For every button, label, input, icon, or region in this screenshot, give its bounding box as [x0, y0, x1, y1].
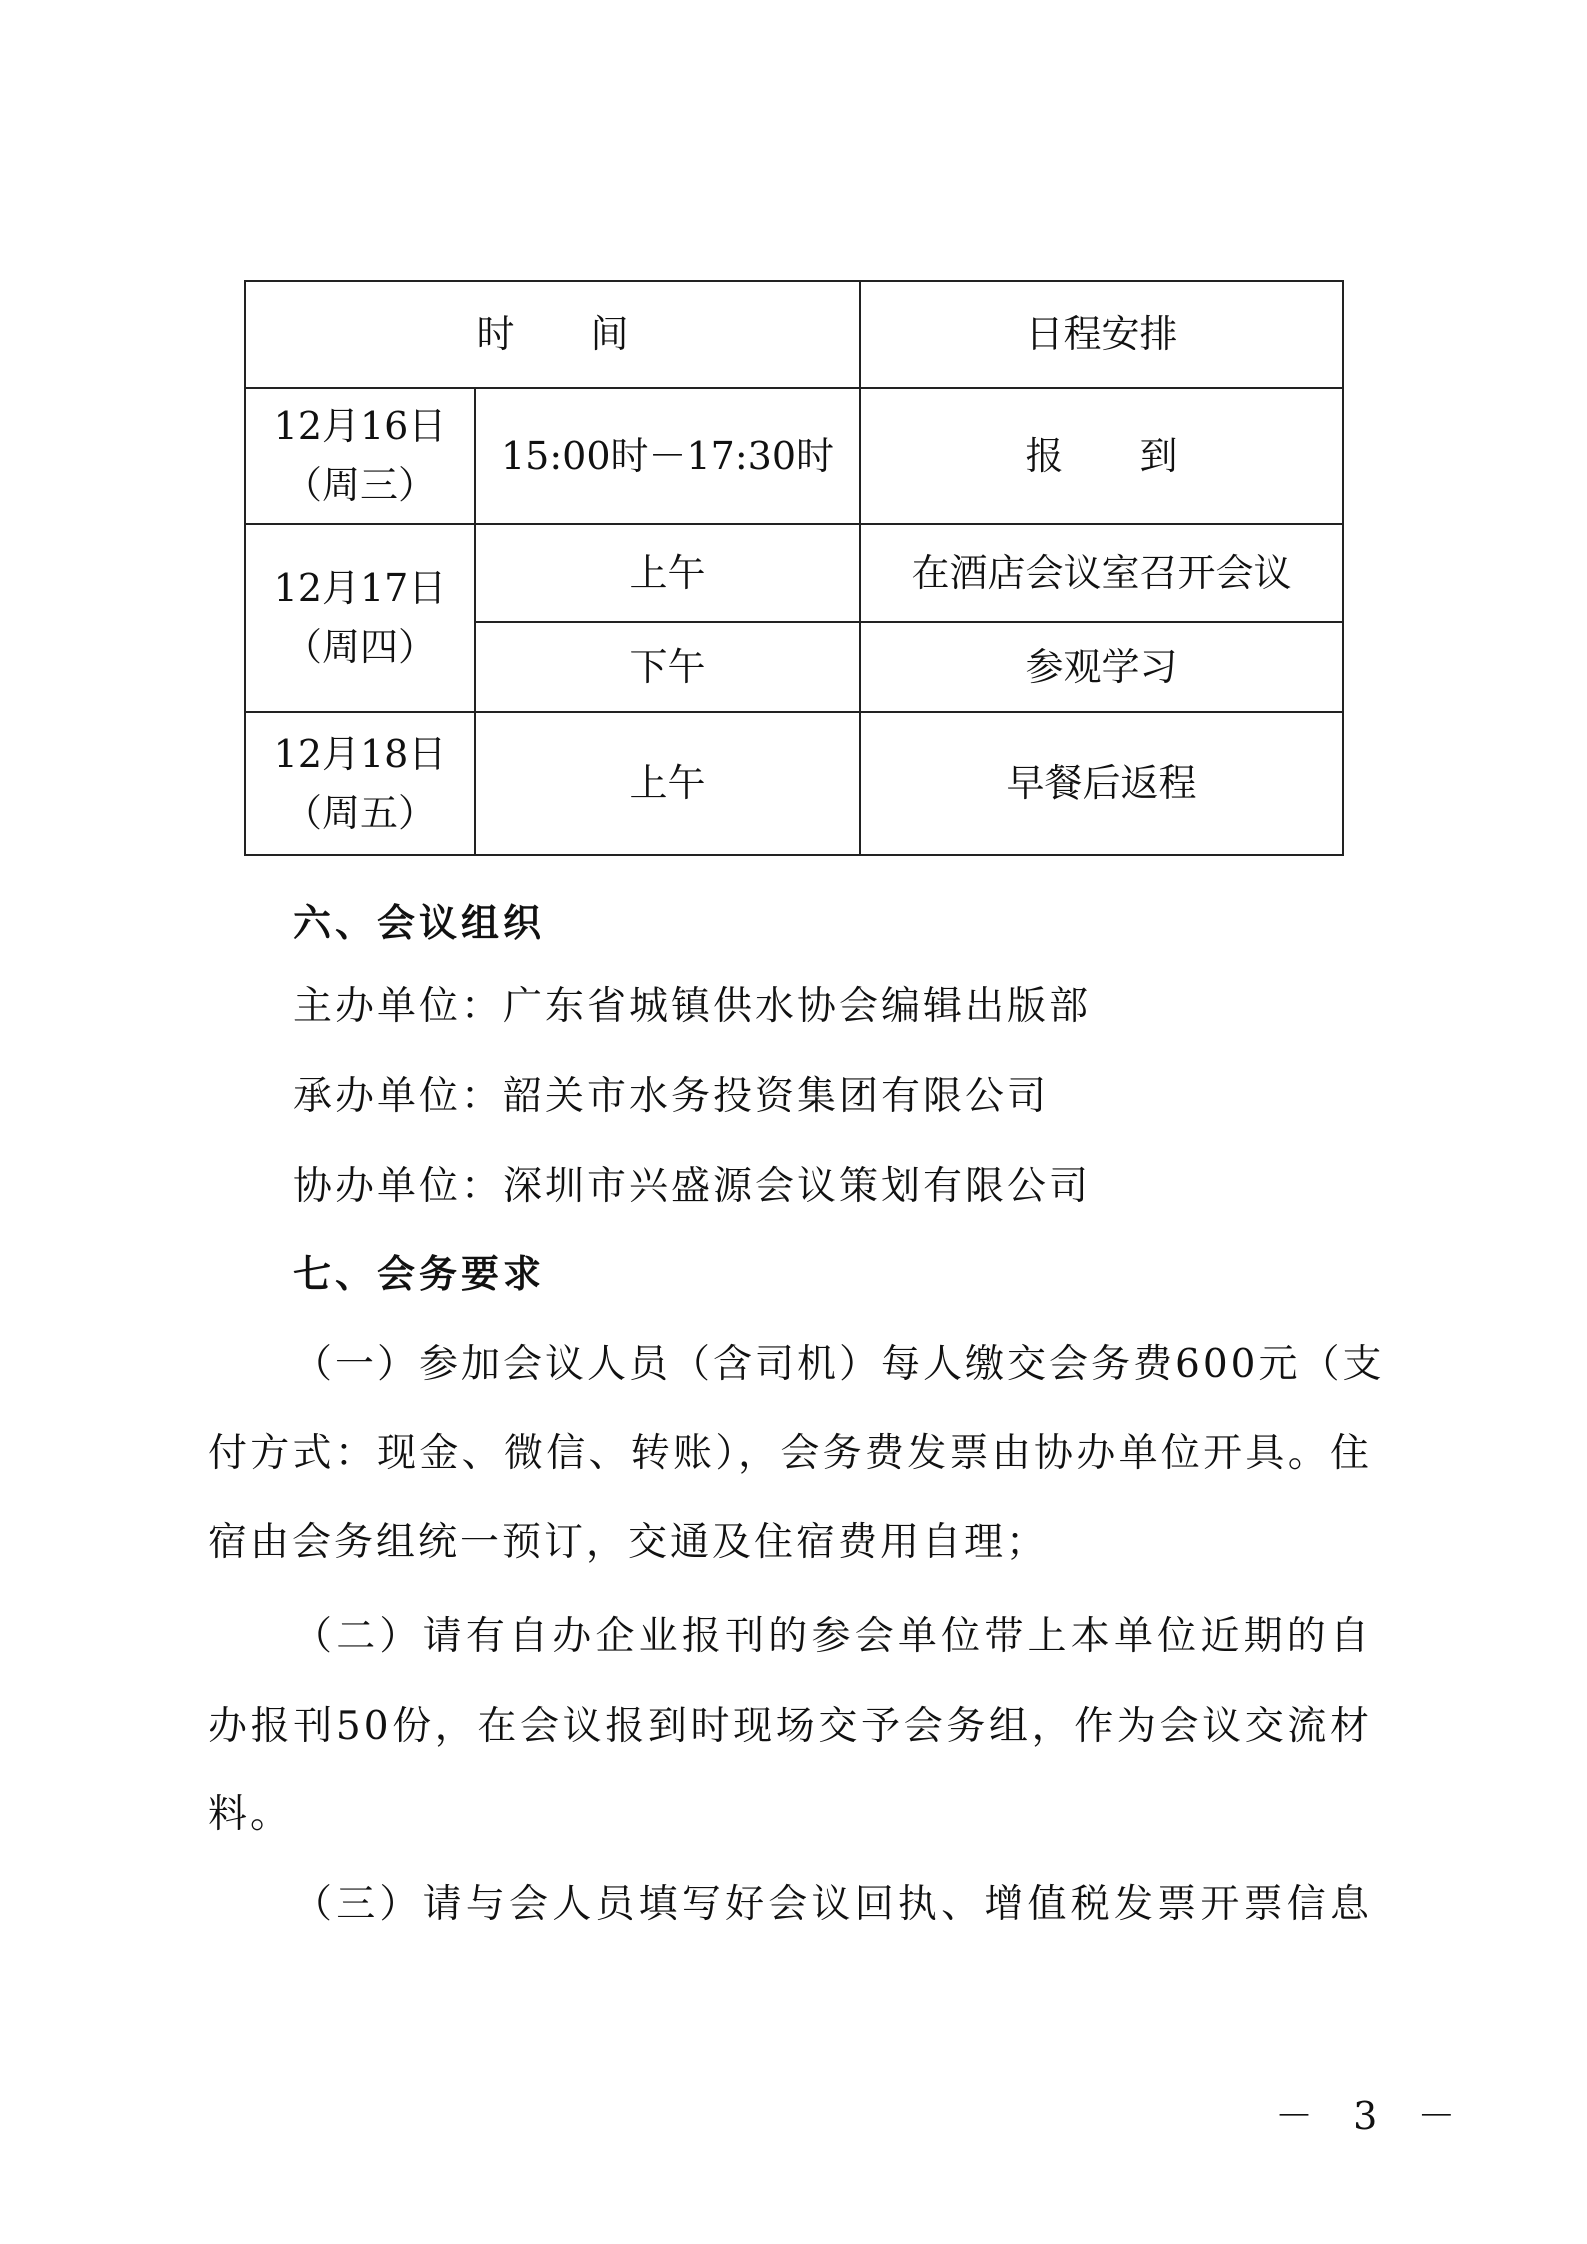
item2-line1: （二）请有自办企业报刊的参会单位带上本单位近期的自 — [293, 1614, 1372, 1659]
date-text: 12月18日 — [273, 731, 447, 776]
item2-line2: 办报刊50份，在会议报到时现场交予会务组，作为会议交流材 — [208, 1704, 1372, 1749]
table-row — [245, 388, 1343, 524]
header-time: 时 间 — [245, 281, 860, 388]
weekday-text: （周三） — [283, 463, 436, 507]
item1-line1: （一）参加会议人员（含司机）每人缴交会务费600元（支 — [293, 1342, 1385, 1387]
section6-title: 六、会议组织 — [293, 901, 546, 945]
date-text: 12月16日 — [273, 404, 447, 449]
time-cell: 下午 — [475, 622, 860, 712]
section7-title: 七、会务要求 — [293, 1252, 546, 1296]
header-plan: 日程安排 — [860, 281, 1343, 388]
table-header-row — [245, 281, 1343, 388]
item1-line2: 付方式：现金、微信、转账），会务费发票由协办单位开具。住 — [208, 1431, 1372, 1476]
weekday-text: （周四） — [283, 625, 436, 669]
co-organizer-unit: 协办单位：深圳市兴盛源会议策划有限公司 — [293, 1164, 1092, 1209]
page-number: － 3 － — [1275, 2094, 1470, 2138]
item1-line3: 宿由会务组统一预订，交通及住宿费用自理； — [208, 1520, 1049, 1565]
time-cell: 15:00时－17:30时 — [475, 388, 860, 524]
weekday-text: （周五） — [283, 790, 436, 835]
plan-cell: 早餐后返程 — [860, 712, 1343, 855]
date-cell — [245, 388, 475, 524]
plan-cell: 参观学习 — [860, 622, 1343, 712]
date-text: 12月17日 — [273, 566, 447, 611]
table-row — [245, 524, 1343, 622]
date-cell — [245, 524, 475, 712]
plan-cell: 在酒店会议室召开会议 — [860, 524, 1343, 622]
table-row — [245, 712, 1343, 855]
time-cell: 上午 — [475, 524, 860, 622]
time-cell: 上午 — [475, 712, 860, 855]
item3-line1: （三）请与会人员填写好会议回执、增值税发票开票信息 — [293, 1882, 1372, 1927]
item2-line3: 料。 — [208, 1792, 293, 1837]
organizer-unit: 承办单位：韶关市水务投资集团有限公司 — [293, 1074, 1050, 1119]
schedule-table — [244, 280, 1344, 856]
host-unit: 主办单位：广东省城镇供水协会编辑出版部 — [293, 984, 1092, 1029]
plan-cell: 报 到 — [860, 388, 1343, 524]
date-cell — [245, 712, 475, 855]
